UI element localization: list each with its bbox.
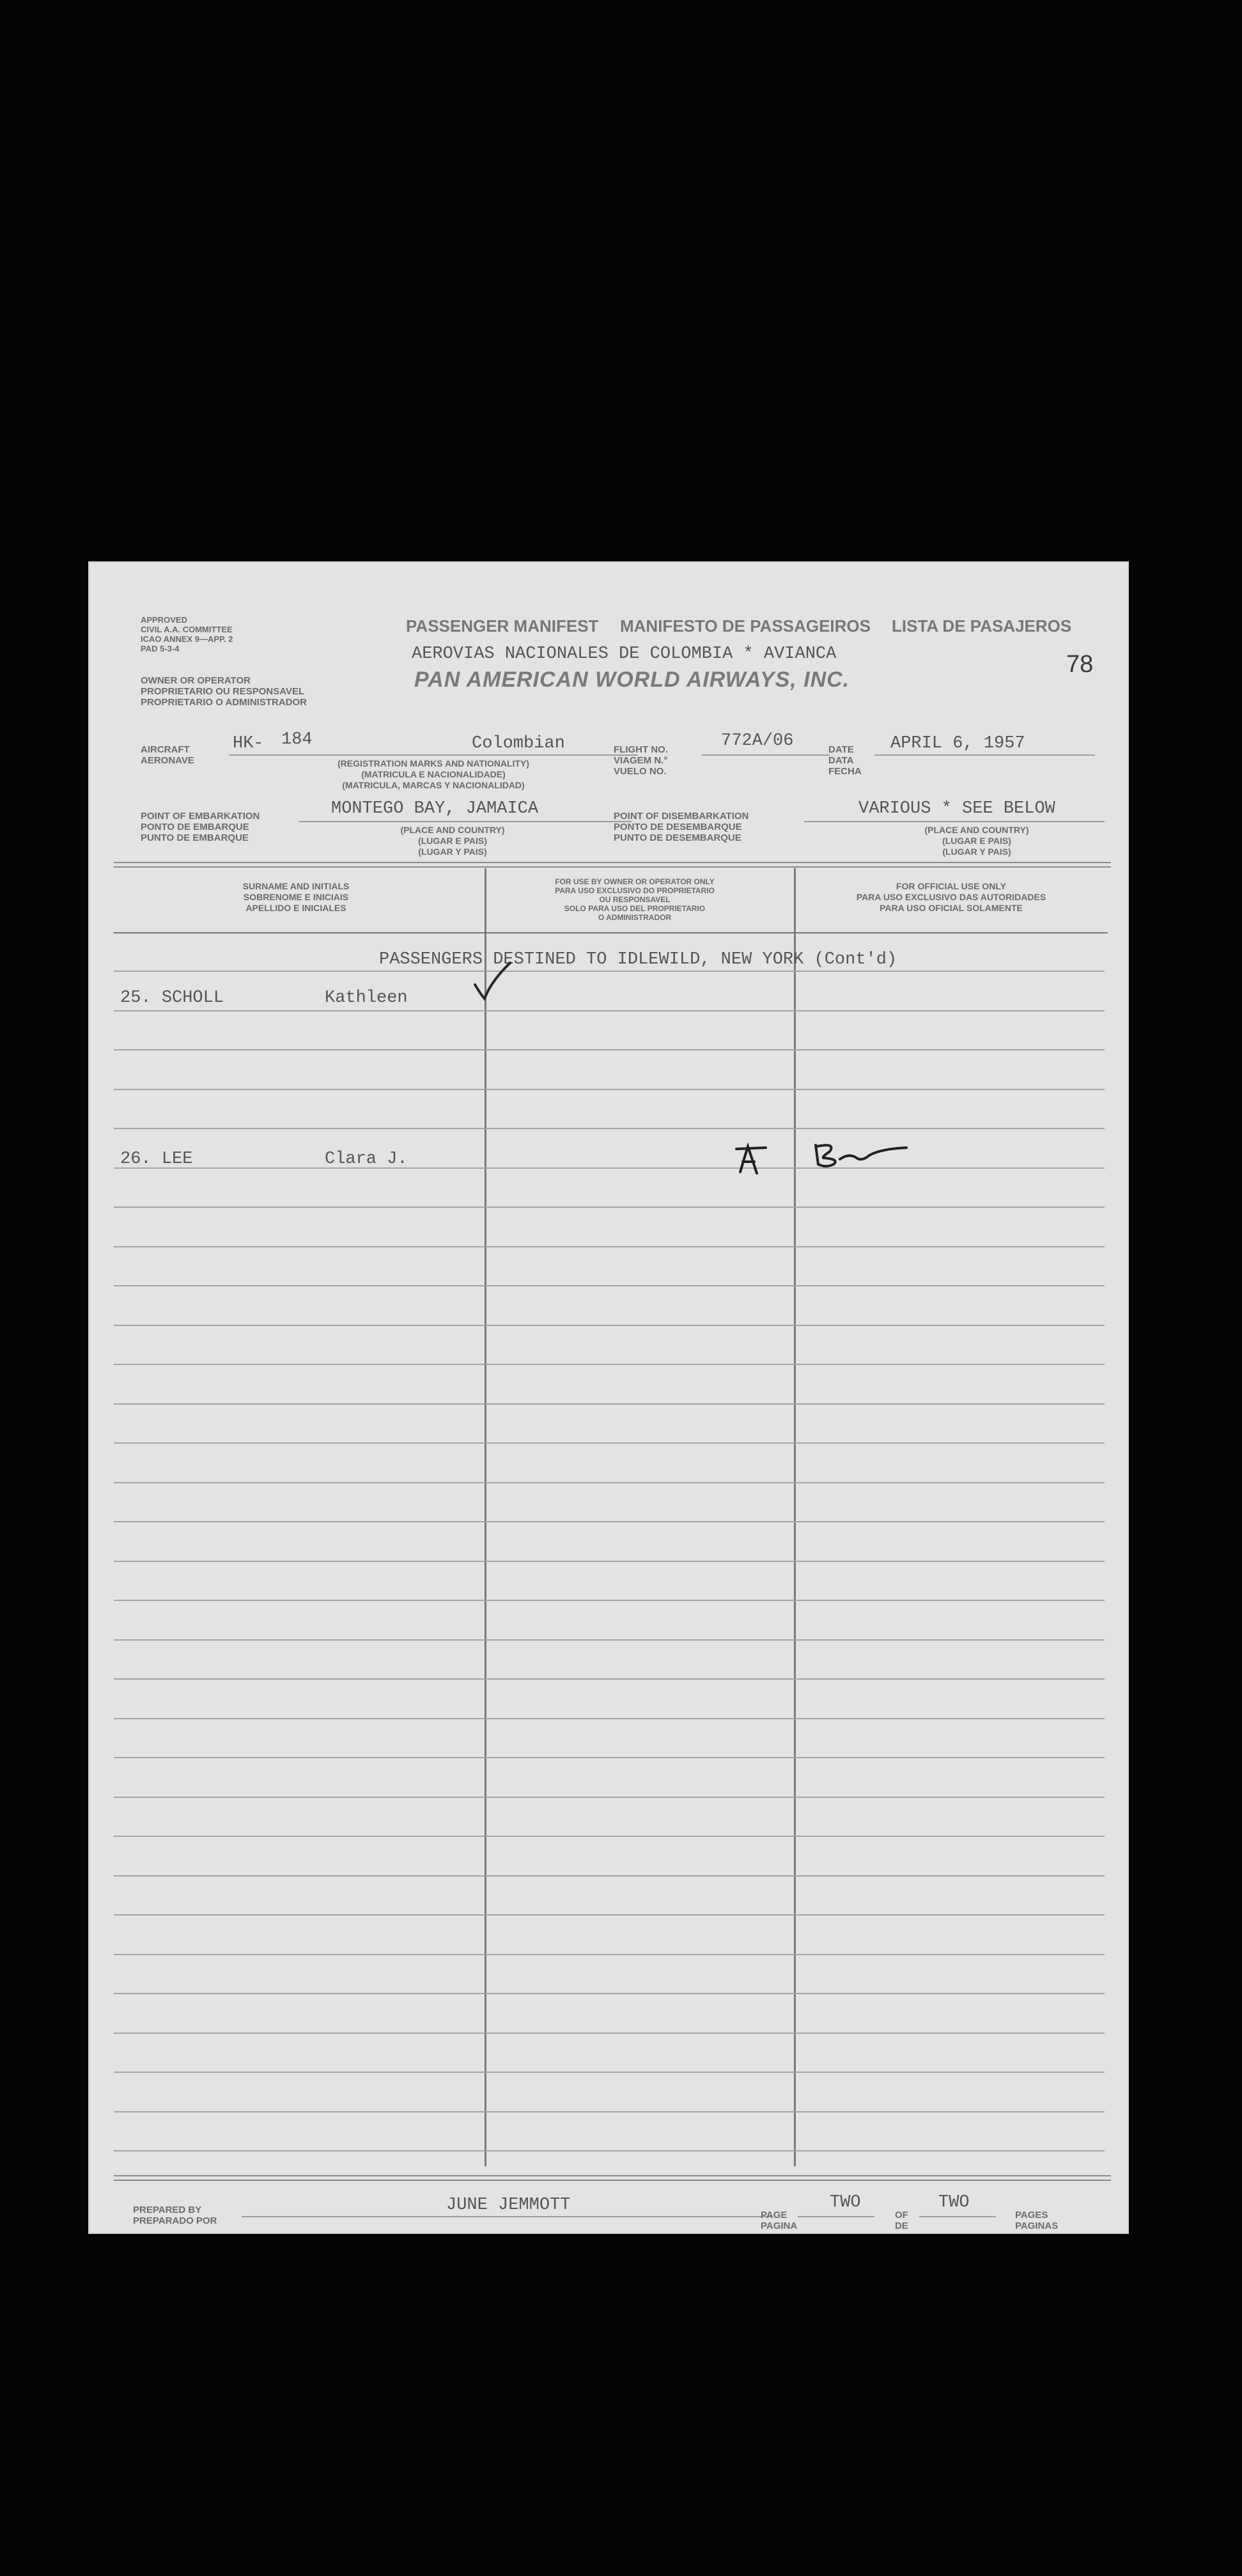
disembarkation-value: VARIOUS * SEE BELOW (858, 799, 1055, 818)
column-header-operator (485, 877, 785, 922)
row-rule (114, 1875, 1105, 1877)
operator-label: PROPRIETARIO O ADMINISTRADOR (141, 697, 307, 708)
row-rule (114, 1049, 1105, 1050)
header-line: OU RESPONSAVEL (599, 895, 671, 904)
handwritten-initials-mark (811, 1140, 913, 1172)
embarkation-sublabel: (PLACE AND COUNTRY) (400, 825, 505, 835)
row-rule (114, 1718, 1105, 1719)
embarkation-label: POINT OF EMBARKATION (141, 811, 260, 822)
row-rule (114, 1521, 1105, 1522)
row-rule (114, 1246, 1105, 1247)
table-bottom-rule (114, 2175, 1111, 2181)
page-number: 78 (1066, 651, 1094, 678)
prepared-label: PREPARED BY (133, 2205, 202, 2215)
header-line: SOBRENOME E INICIAIS (243, 892, 349, 902)
passenger-number: 26. (120, 1150, 151, 1169)
row-rule (114, 1757, 1105, 1758)
aircraft-label: AERONAVE (141, 755, 194, 766)
pages-label: PAGES (1015, 2210, 1048, 2221)
page-label: PAGINA (761, 2221, 798, 2231)
header-line: PARA USO EXCLUSIVO DO PROPRIETARIO (555, 886, 715, 895)
pages-labels (1015, 2210, 1058, 2231)
passenger-row (120, 988, 224, 1008)
flight-label: FLIGHT NO. (614, 744, 668, 755)
row-rule (114, 1914, 1105, 1916)
aircraft-nationality: Colombian (472, 734, 565, 753)
row-rule (114, 1639, 1105, 1641)
row-rule (114, 1561, 1105, 1562)
disembarkation-labels (614, 811, 749, 843)
disembarkation-sublabel: (LUGAR Y PAIS) (942, 847, 1011, 857)
form-stamp (141, 615, 233, 653)
row-rule (114, 2150, 1105, 2151)
checkmark-icon (472, 959, 516, 1004)
embarkation-sublabels (357, 825, 548, 857)
section-note: PASSENGERS DESTINED TO IDLEWILD, NEW YORK (Cont'd) (379, 950, 897, 969)
embarkation-sublabel: (LUGAR Y PAIS) (418, 847, 487, 857)
passenger-given-name: Kathleen (325, 988, 408, 1008)
registration-prefix: HK- (233, 734, 264, 753)
page-label: PAGE (761, 2210, 788, 2221)
header-line: SOLO PARA USO DEL PROPRIETARIO (564, 904, 706, 913)
date-label: FECHA (828, 766, 862, 777)
column-divider (794, 868, 796, 2166)
row-rule (114, 1993, 1105, 1994)
page-labels (761, 2210, 797, 2231)
stamp-line: PAD 5-3-4 (141, 644, 180, 653)
disembarkation-sublabels (881, 825, 1073, 857)
operator-label: PROPRIETARIO OU RESPONSAVEL (141, 686, 305, 697)
passenger-surname: LEE (161, 1150, 193, 1169)
of-value: TWO (938, 2193, 970, 2212)
header-line: O ADMINISTRADOR (598, 913, 672, 922)
operator-printed: PAN AMERICAN WORLD AIRWAYS, INC. (414, 667, 850, 692)
flight-labels (614, 744, 668, 777)
passenger-surname: SCHOLL (161, 988, 224, 1008)
disembarkation-label: PUNTO DE DESEMBARQUE (614, 832, 741, 843)
aircraft-sublabels (280, 758, 587, 791)
date-label: DATA (828, 755, 854, 766)
row-rule (114, 2033, 1105, 2034)
stamp-line: ICAO ANNEX 9—APP. 2 (141, 634, 233, 644)
stamp-line: CIVIL A.A. COMMITTEE (141, 625, 233, 634)
row-rule (114, 1797, 1105, 1798)
passenger-given-name: Clara J. (325, 1150, 408, 1169)
prepared-labels (133, 2205, 217, 2226)
handwritten-a-mark (734, 1140, 772, 1178)
operator-typed: AEROVIAS NACIONALES DE COLOMBIA * AVIANCA (412, 644, 837, 664)
row-rule (114, 1128, 1105, 1129)
embarkation-label: PONTO DE EMBARQUE (141, 822, 249, 832)
manifest-page (88, 561, 1129, 2234)
title-portuguese: MANIFESTO DE PASSAGEIROS (620, 616, 871, 636)
aircraft-registration: 184 (281, 730, 313, 749)
row-rule (114, 1089, 1105, 1090)
passenger-row (120, 1150, 192, 1169)
disembarkation-sublabel: (PLACE AND COUNTRY) (924, 825, 1029, 835)
row-rule (114, 1954, 1105, 1955)
aircraft-labels (141, 744, 194, 766)
disembarkation-label: PONTO DE DESEMBARQUE (614, 822, 742, 832)
flight-label: VIAGEM N.° (614, 755, 668, 766)
operator-labels (141, 675, 307, 708)
row-rule (114, 1482, 1105, 1483)
header-line: FOR USE BY OWNER OR OPERATOR ONLY (555, 877, 715, 886)
row-rule (114, 1206, 1105, 1208)
aircraft-label: AIRCRAFT (141, 744, 190, 755)
flight-date: APRIL 6, 1957 (890, 734, 1025, 753)
column-header-official (798, 881, 1105, 914)
disembarkation-label: POINT OF DISEMBARKATION (614, 811, 749, 822)
row-rule (114, 1010, 1105, 1011)
disembarkation-sublabel: (LUGAR E PAIS) (942, 836, 1011, 846)
pages-label: PAGINAS (1015, 2221, 1059, 2231)
aircraft-sublabel: (MATRICULA, MARCAS Y NACIONALIDAD) (342, 780, 525, 790)
passenger-number: 25. (120, 988, 151, 1008)
page-value: TWO (830, 2193, 861, 2212)
row-rule (114, 971, 1105, 972)
embarkation-value: MONTEGO BAY, JAMAICA (331, 799, 539, 818)
operator-label: OWNER OR OPERATOR (141, 675, 251, 686)
header-line: SURNAME AND INITIALS (242, 881, 350, 891)
title-spanish: LISTA DE PASAJEROS (892, 616, 1072, 636)
embarkation-sublabel: (LUGAR E PAIS) (418, 836, 487, 846)
row-rule (114, 1325, 1105, 1326)
column-header-name (127, 881, 465, 914)
table-top-rule (114, 862, 1111, 868)
embarkation-labels (141, 811, 260, 843)
row-rule (114, 1403, 1105, 1405)
row-rule (114, 2111, 1105, 2112)
row-rule (114, 1836, 1105, 1837)
title-english: PASSENGER MANIFEST (406, 616, 599, 636)
row-rule (114, 1285, 1105, 1286)
header-line: PARA USO EXCLUSIVO DAS AUTORIDADES (856, 892, 1046, 902)
row-rule (114, 1167, 1105, 1169)
stamp-line: APPROVED (141, 615, 187, 625)
flight-number: 772A/06 (721, 731, 794, 751)
aircraft-sublabel: (REGISTRATION MARKS AND NATIONALITY) (338, 758, 529, 769)
date-labels (828, 744, 862, 777)
row-rule (114, 1600, 1105, 1601)
row-rule (114, 1364, 1105, 1365)
date-label: DATE (828, 744, 854, 755)
aircraft-sublabel: (MATRICULA E NACIONALIDADE) (361, 769, 506, 779)
embarkation-label: PUNTO DE EMBARQUE (141, 832, 249, 843)
prepared-label: PREPARADO POR (133, 2215, 217, 2226)
prepared-by: JUNE JEMMOTT (446, 2196, 571, 2215)
row-rule (114, 1678, 1105, 1680)
header-line: APELLIDO E INICIALES (245, 903, 346, 913)
column-divider (485, 868, 486, 2166)
of-label: DE (895, 2221, 908, 2231)
row-rule (114, 2072, 1105, 2073)
header-line: FOR OFFICIAL USE ONLY (896, 881, 1006, 891)
header-line: PARA USO OFICIAL SOLAMENTE (880, 903, 1023, 913)
of-labels (895, 2210, 908, 2231)
row-rule (114, 1442, 1105, 1444)
of-label: OF (895, 2210, 908, 2221)
flight-label: VUELO NO. (614, 766, 667, 777)
